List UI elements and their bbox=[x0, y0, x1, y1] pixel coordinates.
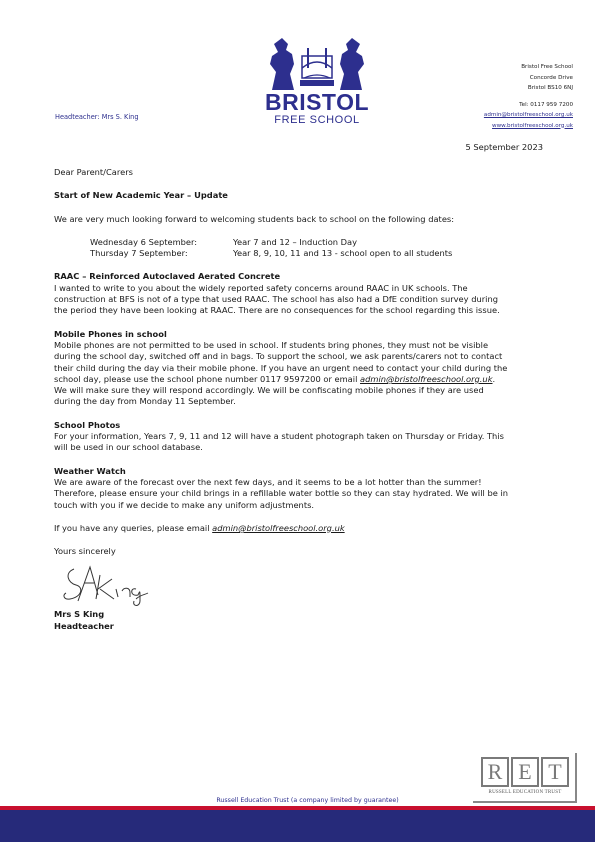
telephone: Tel: 0117 959 7200 bbox=[519, 101, 573, 108]
ret-letters bbox=[481, 757, 569, 787]
date-day: Wednesday 6 September: bbox=[90, 236, 198, 247]
photos-line: For your information, Years 7, 9, 11 and 12 will have a student photograph taken on Thursday or Friday. This bbox=[54, 431, 504, 442]
letter-subject: Start of New Academic Year – Update bbox=[54, 190, 228, 201]
weather-heading: Weather Watch bbox=[54, 465, 126, 476]
date-row bbox=[90, 248, 544, 259]
raac-line: construction at BFS is not of a type that used RAAC. The school has also had a DfE condition survey during bbox=[54, 294, 498, 305]
ret-letter: T bbox=[541, 757, 569, 787]
phones-line bbox=[54, 374, 544, 385]
phones-line-text: school day, please use the school phone number 0117 9597200 or email bbox=[54, 373, 361, 384]
phones-line: during the day from Monday 11 September. bbox=[54, 396, 236, 407]
school-crest-icon bbox=[262, 34, 372, 90]
ret-letter: E bbox=[511, 757, 539, 787]
phones-heading: Mobile Phones in school bbox=[54, 328, 167, 339]
signatory-name: Mrs S King bbox=[54, 609, 105, 620]
headteacher-line: Headteacher: Mrs S. King bbox=[55, 113, 139, 121]
contact-email[interactable]: admin@bristolfreeschool.org.uk bbox=[483, 112, 573, 118]
signoff: Yours sincerely bbox=[54, 546, 116, 557]
photos-heading: School Photos bbox=[54, 419, 121, 430]
ret-name: RUSSELL EDUCATION TRUST bbox=[488, 790, 562, 795]
letter-date: 5 September 2023 bbox=[465, 142, 543, 152]
website-link[interactable]: www.bristolfreeschool.org.uk bbox=[492, 122, 573, 129]
signatory-role: Headteacher bbox=[54, 620, 114, 631]
admin-email-link[interactable]: admin@bristolfreeschool.org.uk bbox=[360, 373, 493, 384]
weather-line: Therefore, please ensure your child brings in a refillable water bottle so they can stay hydrated. We will be in bbox=[54, 488, 509, 499]
date-detail: Year 8, 9, 10, 11 and 13 - school open to all students bbox=[233, 248, 453, 259]
date-day: Thursday 7 September: bbox=[90, 248, 188, 259]
phones-line: We will make sure they will respond accordingly. We will be confiscating mobile phones if they are used bbox=[54, 385, 484, 396]
weather-line: touch with you if we decide to make any uniform adjustments. bbox=[54, 499, 315, 510]
footer-blue-band bbox=[0, 810, 595, 842]
date-detail: Year 7 and 12 – Induction Day bbox=[233, 236, 358, 247]
phones-line: Mobile phones are not permitted to be used in school. If students bring phones, they must not be visible bbox=[54, 339, 489, 350]
raac-line: the period they have been looking at RAAC. There are no consequences for the school regarding this issue. bbox=[54, 305, 500, 316]
phones-line: during the school day, switched off and in bags. To support the school, we ask parents/carers not to contact bbox=[54, 351, 503, 362]
ret-letter: R bbox=[481, 757, 509, 787]
school-logo bbox=[258, 34, 376, 124]
address-line-3: Bristol BS10 6NJ bbox=[527, 85, 573, 91]
raac-line: I wanted to write to you about the widely reported safety concerns around RAAC in UK schools. The bbox=[54, 282, 468, 293]
date-row bbox=[90, 237, 544, 248]
weather-line: We are aware of the forecast over the next few days, and it seems to be a lot hotter than the summer! bbox=[54, 476, 482, 487]
phones-line: their child during the day via their mobile phone. If you have an urgent need to contact your child during the bbox=[54, 362, 508, 373]
photos-line: will be used in our school database. bbox=[54, 442, 203, 453]
footer-text: Russell Education Trust (a company limited by guarantee) bbox=[216, 797, 399, 804]
school-address bbox=[484, 62, 573, 131]
phones-line-end: . bbox=[492, 373, 496, 384]
school-subtitle: FREE SCHOOL bbox=[274, 114, 360, 126]
dates-list bbox=[90, 237, 544, 260]
letter-body bbox=[54, 167, 544, 632]
raac-heading: RAAC – Reinforced Autoclaved Aerated Concrete bbox=[54, 271, 281, 282]
school-name: BRISTOL bbox=[264, 89, 370, 115]
queries-text: If you have any queries, please email bbox=[54, 522, 213, 533]
address-line-2: Concorde Drive bbox=[529, 74, 573, 81]
signature-image bbox=[60, 561, 150, 607]
salutation: Dear Parent/Carers bbox=[54, 167, 133, 177]
ret-logo bbox=[473, 753, 577, 803]
queries-email-link[interactable]: admin@bristolfreeschool.org.uk bbox=[212, 522, 345, 533]
queries-line bbox=[54, 523, 544, 534]
address-line-1: Bristol Free School bbox=[521, 64, 573, 70]
intro-paragraph: We are very much looking forward to welcoming students back to school on the following dates: bbox=[54, 213, 455, 224]
